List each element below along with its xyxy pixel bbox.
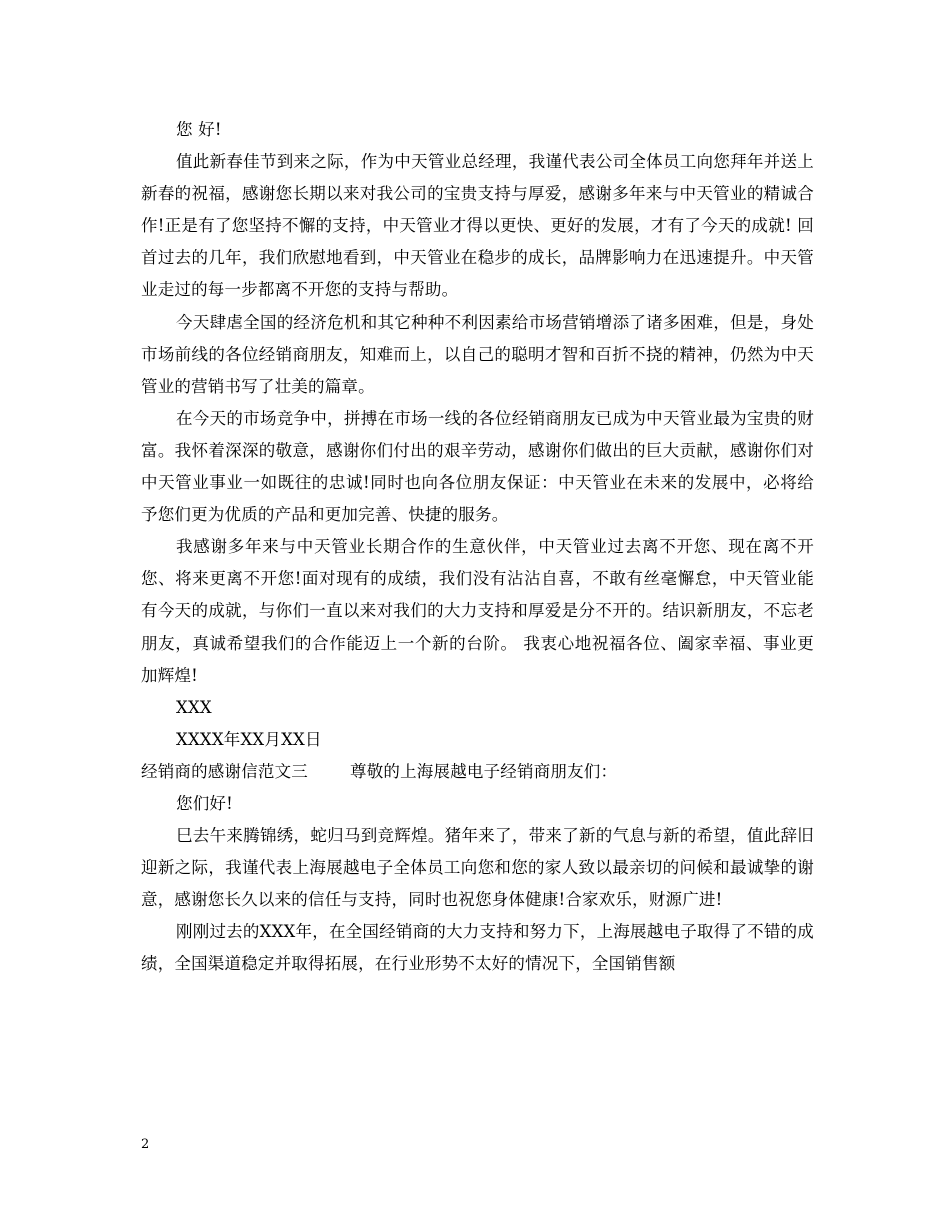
signature-date: XXXX年XX月XX日 — [176, 729, 322, 749]
document-body — [141, 114, 814, 981]
signature-name: XXX — [176, 697, 212, 717]
section-salutation: 尊敬的上海展越电子经销商朋友们： — [350, 761, 618, 781]
section-heading-line — [141, 756, 814, 788]
page-number: 2 — [141, 1137, 150, 1152]
greeting: 您 好! — [176, 120, 222, 139]
paragraph-past-year-results: 刚刚过去的XXX年，在全国经销商的大力支持和努力下，上海展越电子取得了不错的成绩，全国渠道稳定并取得拓展，在行业形势不太好的情况下，全国销售额 — [141, 922, 814, 974]
paragraph-economic-crisis: 今天肆虐全国的经济危机和其它种种不利因素给市场营销增添了诸多困难，但是，身处市场前线的各位经销商朋友，知难而上，以自己的聪明才智和百折不挠的精神，仍然为中天管业的营销书写了壮美的篇章。 — [141, 312, 814, 396]
paragraph-market-competition: 在今天的市场竞争中，拼搏在市场一线的各位经销商朋友已成为中天管业最为宝贵的财富。我怀着深深的敬意，感谢你们付出的艰辛劳动，感谢你们做出的巨大贡献，感谢你们对中天管业事业一如既往的忠诚!同时也向各位朋友保证：中天管业在未来的发展中，必将给予您们更为优质的产品和更加完善、快捷的服务。 — [141, 408, 814, 525]
greeting-second-letter: 您们好! — [176, 793, 233, 813]
paragraph-partners-gratitude: 我感谢多年来与中天管业长期合作的生意伙伴，中天管业过去离不开您、现在离不开您、将来更离不开您!面对现有的成绩，我们没有沾沾自喜，不敢有丝毫懈怠，中天管业能有今天的成就，与你们一直以来对我们的大力支持和厚爱是分不开的。结识新朋友，不忘老朋友，真诚希望我们的合作能迈上一个新的台阶。 我衷心地祝福各位、阖家幸福、事业更加辉煌! — [141, 537, 814, 685]
section-title: 经销商的感谢信范文三 — [141, 761, 308, 781]
paragraph-new-year-thanks: 值此新春佳节到来之际，作为中天管业总经理，我谨代表公司全体员工向您拜年并送上新春的祝福，感谢您长期以来对我公司的宝贵支持与厚爱，感谢多年来与中天管业的精诚合作!正是有了您坚持不懈的支持，中天管业才得以更快、更好的发展，才有了今天的成就! 回首过去的几年，我们欣慰地看到，中天管业在稳步的成长，品牌影响力在迅速提升。中天管业走过的每一步都离不开您的支持与帮助。 — [141, 152, 814, 300]
paragraph-spring-festival: 巳去午来腾锦绣，蛇归马到竞辉煌。猪年来了，带来了新的气息与新的希望，值此辞旧迎新之际，我谨代表上海展越电子全体员工向您和您的家人致以最亲切的问候和最诚挚的谢意，感谢您长久以来的信任与支持，同时也祝您身体健康!合家欢乐，财源广进! — [141, 826, 814, 910]
